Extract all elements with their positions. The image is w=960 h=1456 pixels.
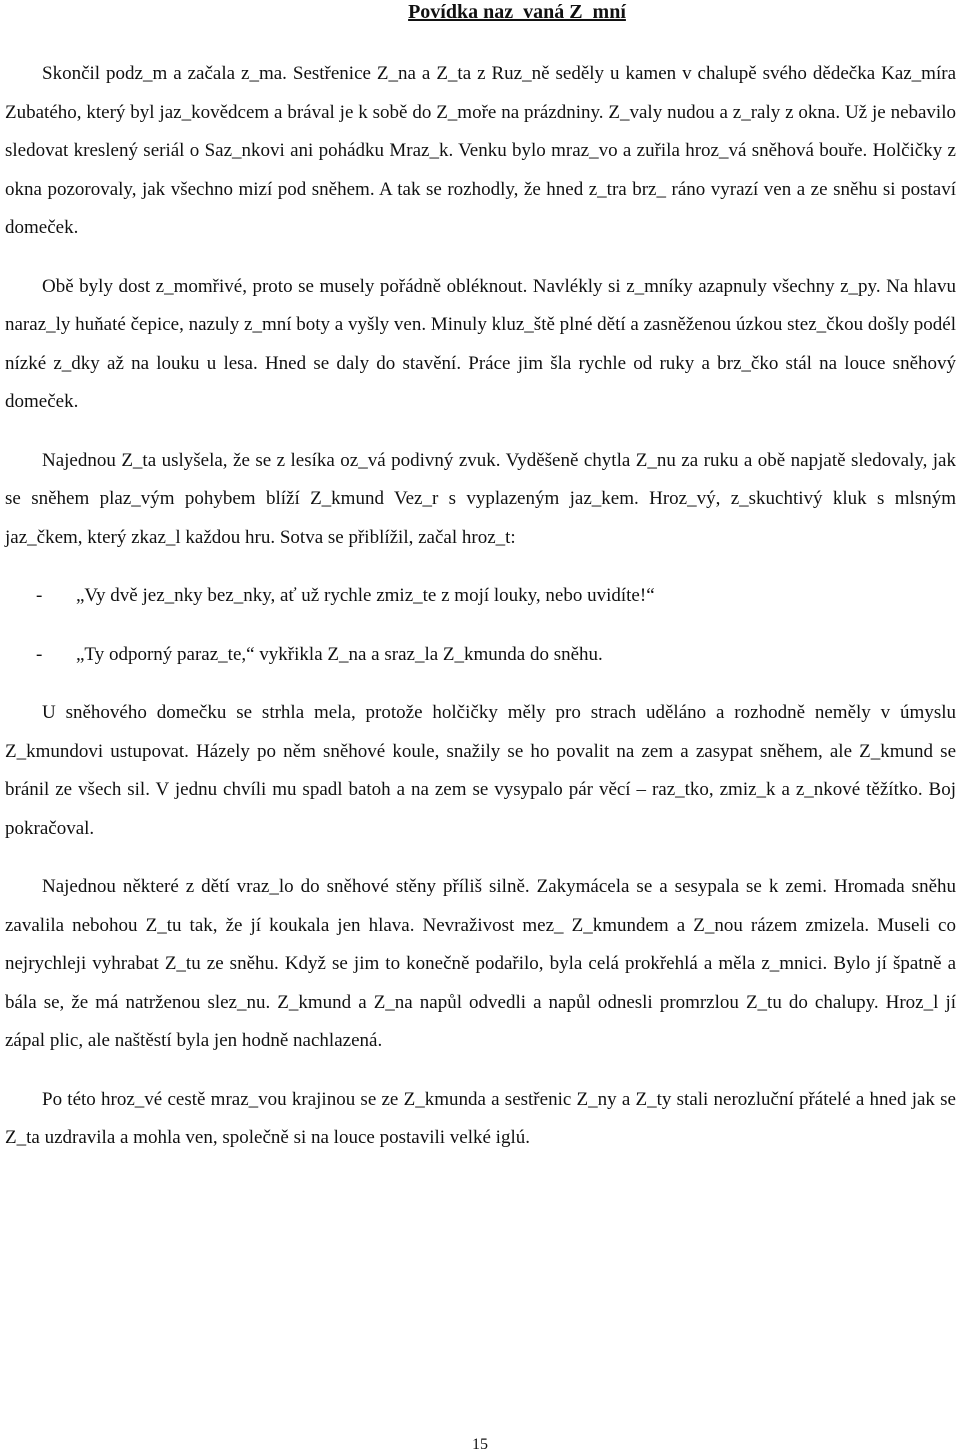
paragraph-4: U sněhového domečku se strhla mela, protože holčičky měly pro strach uděláno a rozhodně neměly v úmyslu Z_kmundovi ustupovat. Házely po něm sněhové koule, snažily se ho povalit na zem a zasypat sněhem, ale Z_kmund se bránil ze všech sil. V jednu chvíli mu spadl batoh a na zem se vysypalo pár věcí – raz_tko, zmiz_k a z_nkové těžítko. Boj pokračoval. (5, 702, 956, 839)
paragraph-3: Najednou Z_ta uslyšela, že se z lesíka oz_vá podivný zvuk. Vyděšeně chytla Z_nu za ruku a obě napjatě sledovaly, jak se sněhem plaz_vým pohybem blíží Z_kmund Vez_r s vyplazeným jaz_kem. Hroz_vý, z_skuchtivý kluk s mlsným jaz_čkem, který zkaz_l každou hru. Sotva se přiblížil, začal hroz_t: (5, 449, 956, 548)
story-body (5, 55, 956, 1178)
dialog-text: „Vy dvě jez_nky bez_nky, ať už rychle zmiz_te z mojí louky, nebo uvidíte!“ (76, 585, 655, 606)
dialog-text: „Ty odporný paraz_te,“ vykřikla Z_na a sraz_la Z_kmunda do sněhu. (76, 643, 603, 665)
paragraph-6: Po této hroz_vé cestě mraz_vou krajinou se ze Z_kmunda a sestřenic Z_ny a Z_ty stali nerozluční přátelé a hned jak se Z_ta uzdravila a mohla ven, společně si na louce postavili velké iglú. (5, 1088, 956, 1148)
dialog-dash: - (36, 585, 43, 606)
dialog-line-2 (5, 636, 956, 675)
story-title: Povídka naz_vaná Z_mní (408, 1, 626, 23)
page-number: 15 (472, 1436, 488, 1453)
dialog-dash: - (36, 643, 43, 665)
paragraph-5: Najednou některé z dětí vraz_lo do sněhové stěny příliš silně. Zakymácela se a sesypala se k zemi. Hromada sněhu zavalila nebohou Z_tu tak, že jí koukala jen hlava. Nevraživost mez_ Z_kmundem a Z_nou rázem zmizela. Museli co nejrychleji vyhrabat Z_tu ze sněhu. Když se jim to konečně podařilo, byla celá prokřehlá a měla z_mnici. Bylo jí špatně a bála se, že má natrženou slez_nu. Z_kmund a Z_na napůl odvedli a napůl odnesli promrzlou Z_tu do chalupy. Hroz_l jí zápal plic, ale naštěstí byla jen hodně nachlazená. (5, 876, 956, 1051)
dialog-line-1 (5, 577, 956, 616)
paragraph-2: Obě byly dost z_momřivé, proto se musely pořádně obléknout. Navlékly si z_mníky azapnuly všechny z_py. Na hlavu naraz_ly huňaté čepice, nazuly z_mní boty a vyšly ven. Minuly kluz_ště plné dětí a zasněženou úzkou stez_čkou došly podél nízké z_dky až na louku u lesa. Hned se daly do stavění. Práce jim šla rychle od ruky a brz_čko stál na louce sněhový domeček. (5, 275, 956, 412)
paragraph-1: Skončil podz_m a začala z_ma. Sestřenice Z_na a Z_ta z Ruz_ně seděly u kamen v chalupě svého dědečka Kaz_míra Zubatého, který byl jaz_kovědcem a brával je k sobě do Z_moře na prázdniny. Z_valy nudou a z_raly z okna. Už je nebavilo sledovat kreslený seriál o Saz_nkovi ani pohádku Mraz_k. Venku bylo mraz_vo a zuřila hroz_vá sněhová bouře. Holčičky z okna pozorovaly, jak všechno mizí pod sněhem. A tak se rozhodly, že hned z_tra brz_ ráno vyrazí ven a ze sněhu si postaví domeček. (5, 63, 956, 238)
